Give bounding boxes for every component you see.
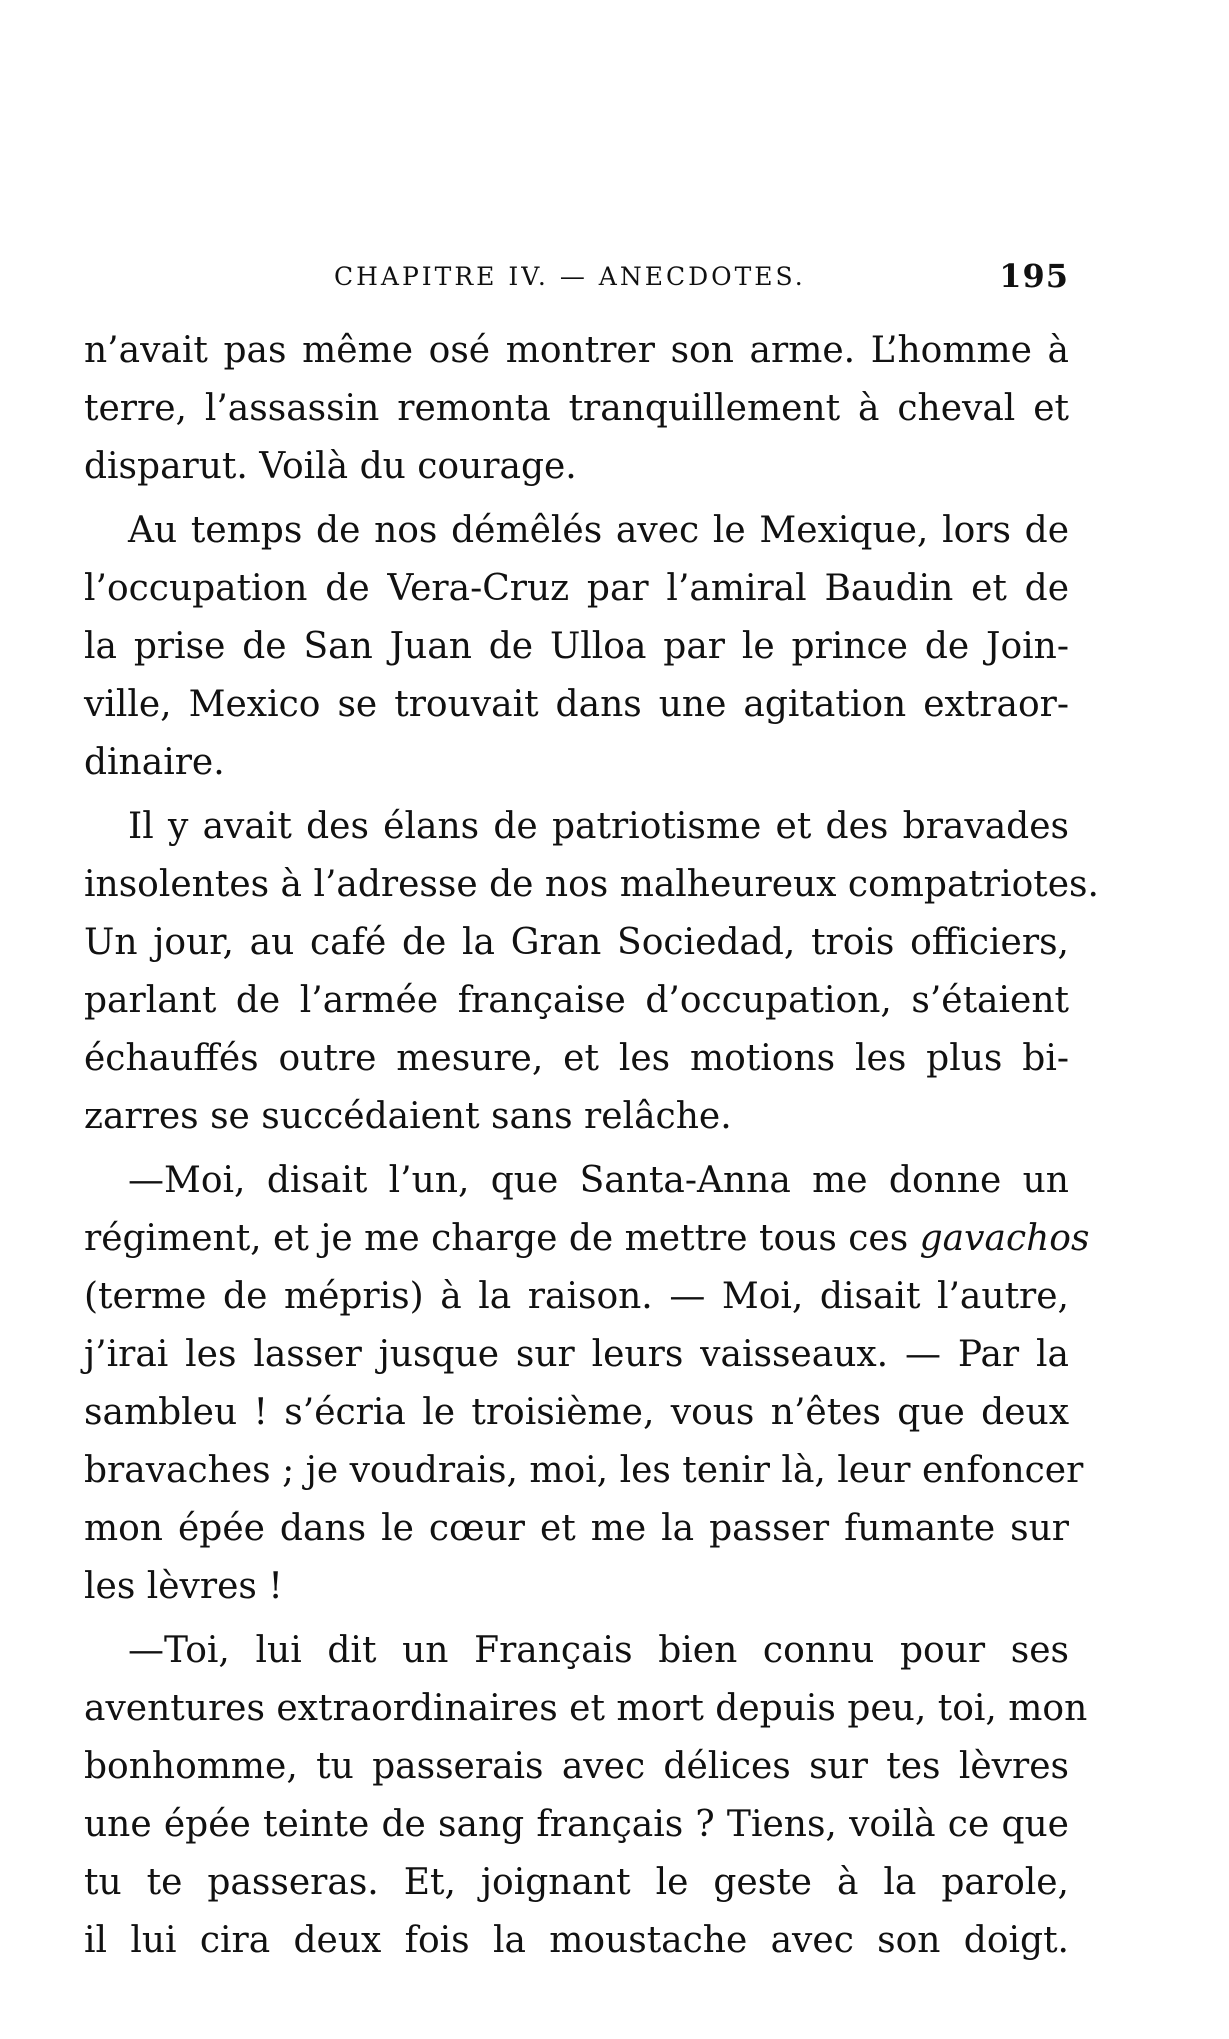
paragraph <box>84 322 1069 496</box>
text-line: Au temps de nos démêlés avec le Mexique, lors de <box>128 510 1069 551</box>
text-line: disparut. Voilà du courage. <box>84 446 577 487</box>
text-line: terre, l’assassin remonta tranquillement à cheval et <box>84 388 1069 429</box>
text-line: la prise de San Juan de Ulloa par le prince de Join- <box>84 626 1069 667</box>
chapter-title: CHAPITRE IV. — ANECDOTES. <box>334 262 806 291</box>
text-line: Il y avait des élans de patriotisme et des bravades <box>128 806 1069 847</box>
text-line: l’occupation de Vera-Cruz par l’amiral Baudin et de <box>84 568 1069 609</box>
paragraph <box>84 798 1099 1146</box>
body-text <box>84 322 1099 1970</box>
text-line: bravaches ; je voudrais, moi, les tenir là, leur enfoncer <box>84 1450 1084 1491</box>
text-line: bonhomme, tu passerais avec délices sur tes lèvres <box>84 1746 1069 1787</box>
italic-word: gavachos <box>919 1218 1090 1259</box>
text-line: une épée teinte de sang français ? Tiens, voilà ce que <box>84 1804 1069 1845</box>
text-line: —Toi, lui dit un Français bien connu pour ses <box>128 1630 1069 1671</box>
text-line: insolentes à l’adresse de nos malheureux compatriotes. <box>84 864 1099 905</box>
text-line-with-italic <box>84 1210 1090 1268</box>
text-line: il lui cira deux fois la moustache avec son doigt. <box>84 1920 1069 1961</box>
text-line: ville, Mexico se trouvait dans une agitation extraor- <box>84 684 1069 725</box>
text-line: Un jour, au café de la Gran Sociedad, trois officiers, <box>84 922 1069 963</box>
text-line: échauffés outre mesure, et les motions les plus bi- <box>84 1038 1069 1079</box>
text-line: parlant de l’armée française d’occupation, s’étaient <box>84 980 1069 1021</box>
paragraph <box>84 1622 1088 1970</box>
text-line: mon épée dans le cœur et me la passer fumante sur <box>84 1508 1069 1549</box>
text-line: zarres se succédaient sans relâche. <box>84 1096 732 1137</box>
paragraph <box>84 502 1069 792</box>
text-line: n’avait pas même osé montrer son arme. L’homme à <box>84 330 1069 371</box>
text-line: (terme de mépris) à la raison. — Moi, disait l’autre, <box>84 1276 1069 1317</box>
text-line: sambleu ! s’écria le troisième, vous n’êtes que deux <box>84 1392 1069 1433</box>
text-line: les lèvres ! <box>84 1566 283 1607</box>
text-line: —Moi, disait l’un, que Santa-Anna me donne un <box>128 1160 1069 1201</box>
running-header <box>84 258 1069 302</box>
text-line: tu te passeras. Et, joignant le geste à la parole, <box>84 1862 1069 1903</box>
text-line: j’irai les lasser jusque sur leurs vaisseaux. — Par la <box>84 1334 1069 1375</box>
page-number: 195 <box>999 257 1069 295</box>
text-line: dinaire. <box>84 742 225 783</box>
text-line: aventures extraordinaires et mort depuis peu, toi, mon <box>84 1688 1088 1729</box>
paragraph <box>84 1152 1090 1616</box>
text-line-part: régiment, et je me charge de mettre tous ces <box>84 1218 909 1259</box>
